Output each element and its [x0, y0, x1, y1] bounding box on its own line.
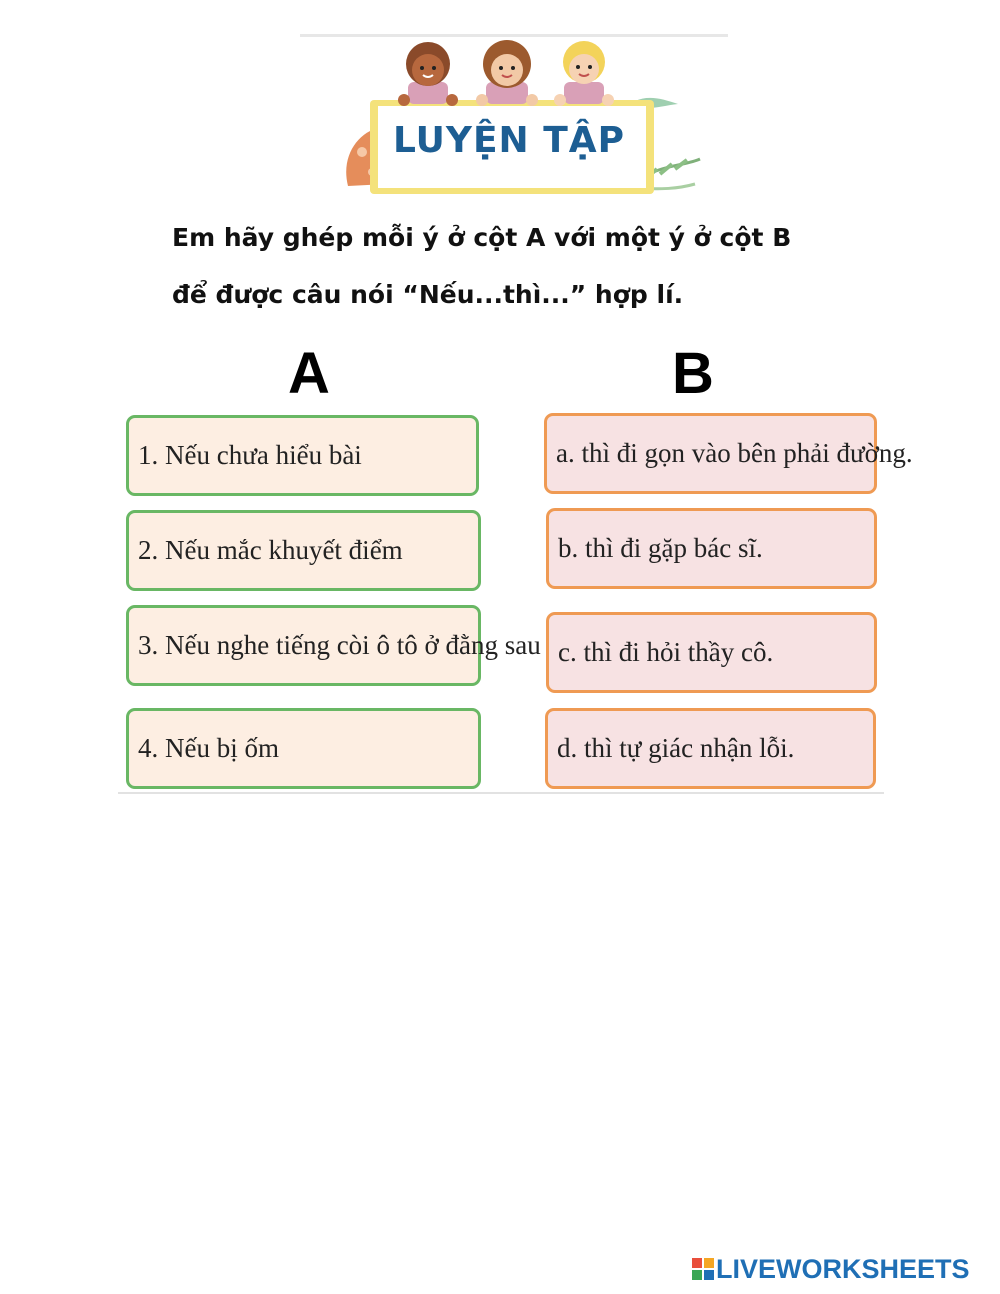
column-b-item-text: a. thì đi gọn vào bên phải đường.: [556, 438, 913, 468]
column-a-item[interactable]: [126, 510, 481, 591]
instruction-line-1: Em hãy ghép mỗi ý ở cột A với một ý ở cột B: [172, 223, 792, 252]
column-b-item-text: b. thì đi gặp bác sĩ.: [558, 533, 763, 563]
column-a-item-text: 4. Nếu bị ốm: [138, 733, 279, 763]
worksheet-bottom-rule: [118, 792, 884, 794]
column-a-item[interactable]: [126, 605, 541, 686]
column-a-item-text: 3. Nếu nghe tiếng còi ô tô ở đằng sau: [138, 630, 541, 660]
column-a-item[interactable]: [126, 415, 479, 496]
brand-name: LIVEWORKSHEETS: [716, 1253, 970, 1284]
matching-exercise: [118, 408, 913, 794]
liveworksheets-logo-icon: [692, 1258, 714, 1280]
column-b-item-text: c. thì đi hỏi thầy cô.: [558, 637, 774, 667]
column-a-item-text: 1. Nếu chưa hiểu bài: [138, 440, 362, 470]
liveworksheets-brand[interactable]: [692, 1254, 970, 1284]
column-b-item[interactable]: [546, 612, 877, 693]
column-b-heading: B: [672, 341, 714, 406]
column-b-item[interactable]: [544, 413, 913, 494]
column-b-item-text: d. thì tự giác nhận lỗi.: [557, 733, 795, 763]
column-b-item[interactable]: [545, 708, 876, 789]
column-a-heading: A: [288, 341, 330, 406]
banner-title: LUYỆN TẬP: [392, 120, 625, 161]
column-a-item-text: 2. Nếu mắc khuyết điểm: [138, 535, 403, 565]
lesson-banner: [300, 34, 728, 210]
column-b-item[interactable]: [546, 508, 877, 589]
column-a-item[interactable]: [126, 708, 481, 789]
instruction-line-2: để được câu nói “Nếu...thì...” hợp lí.: [172, 280, 684, 309]
